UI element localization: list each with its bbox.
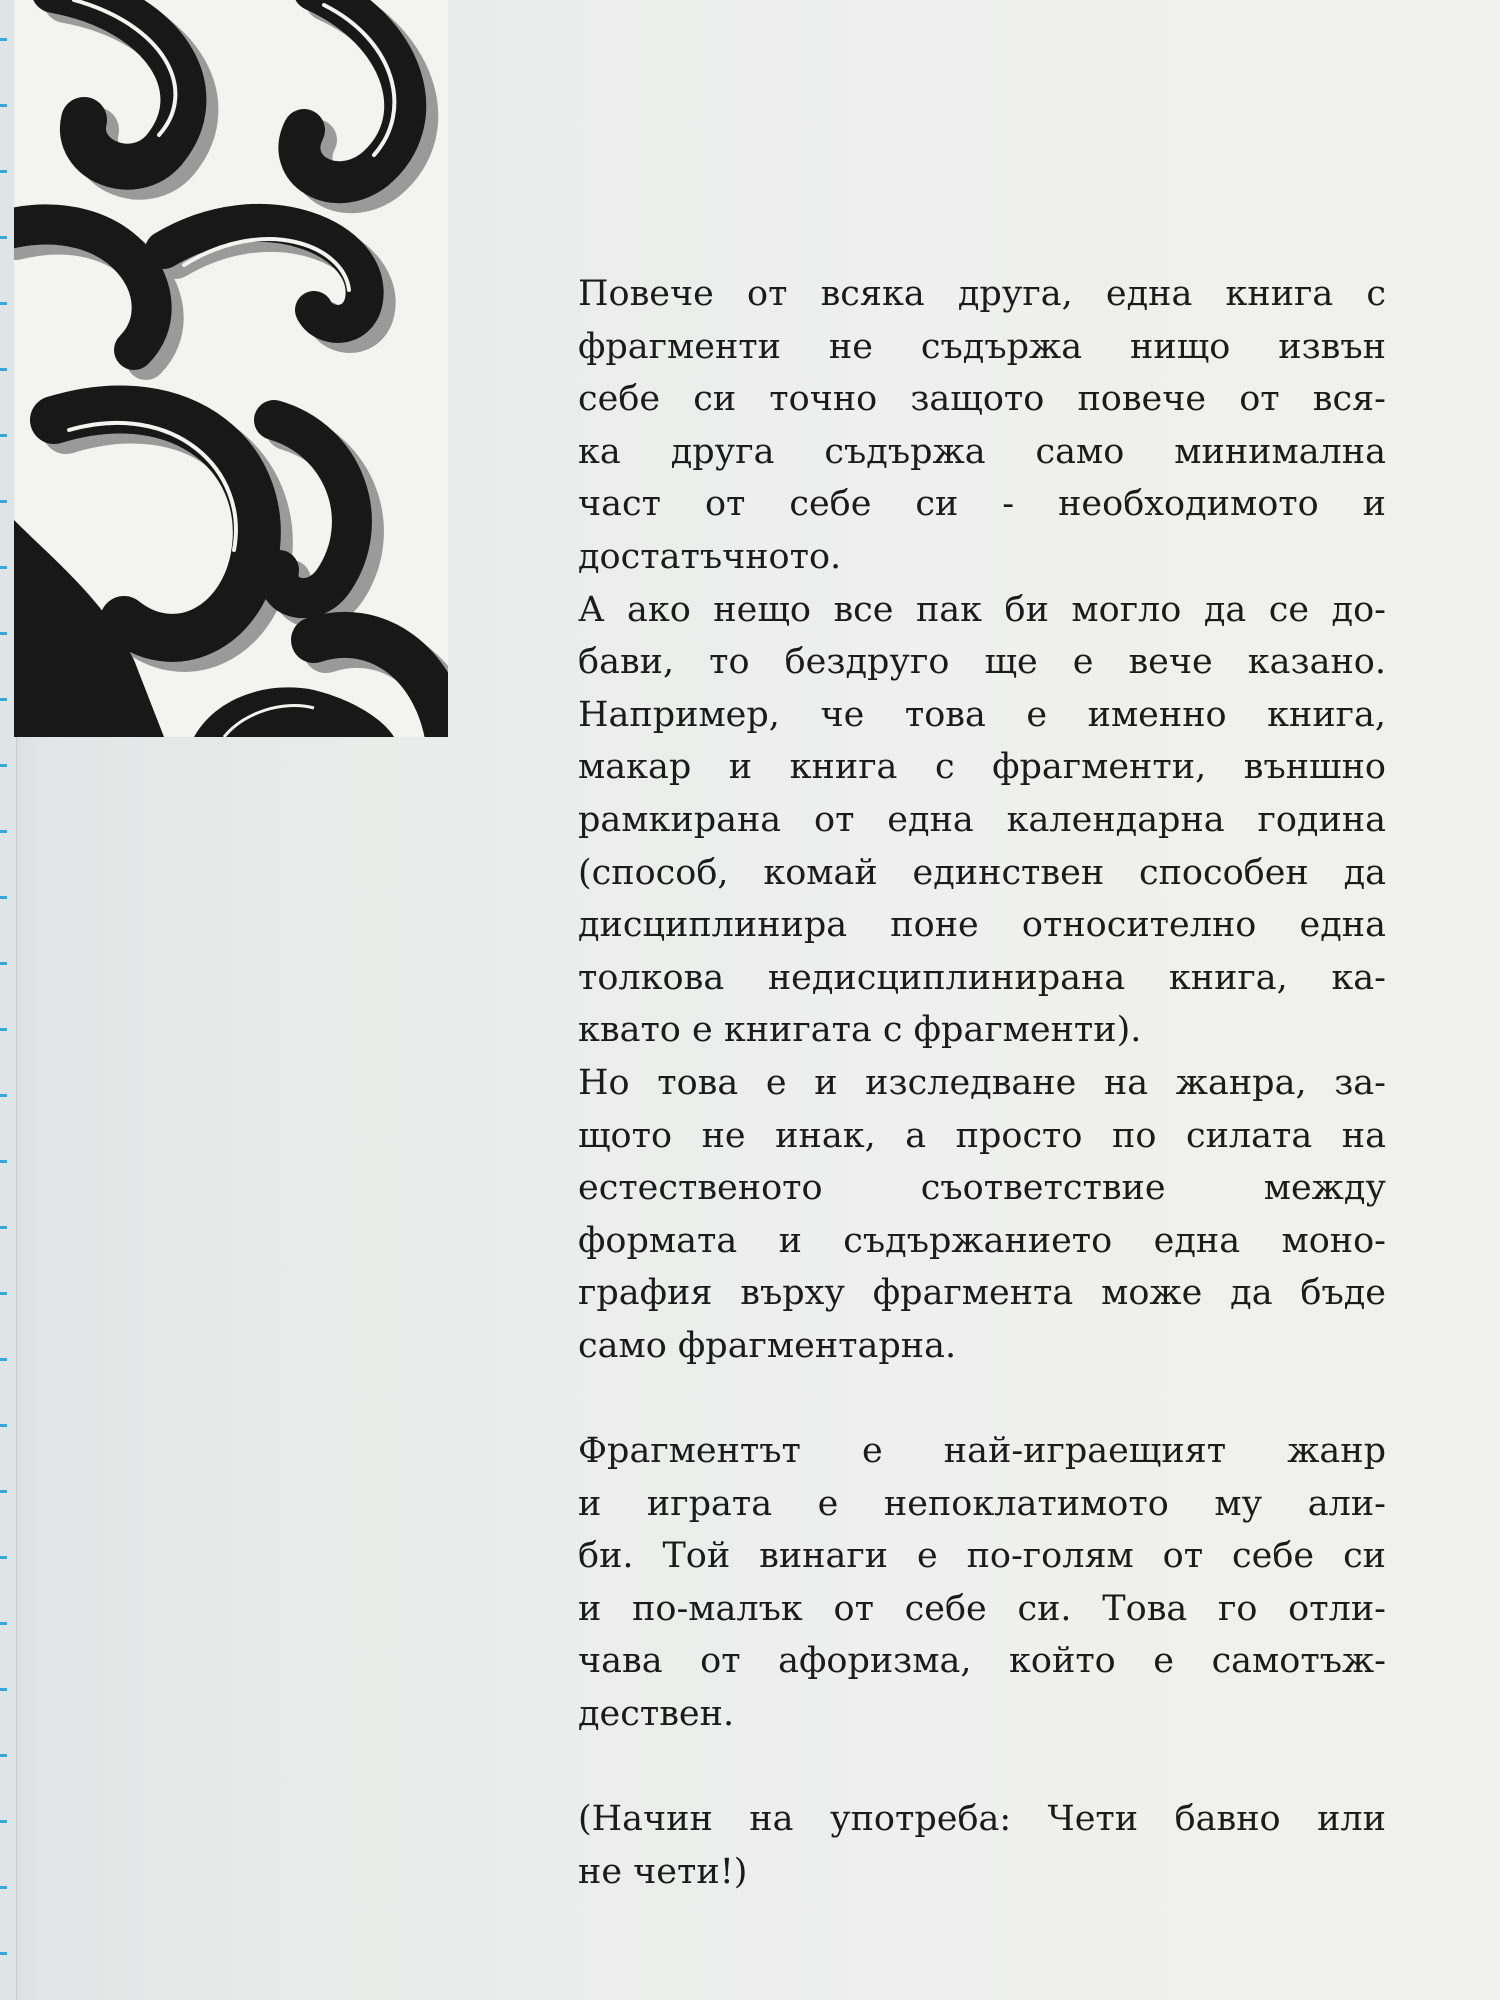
text-line: графия върху фрагмента може да бъде bbox=[578, 1273, 1386, 1314]
text-line: А ако нещо все пак би могло да се до- bbox=[578, 589, 1386, 630]
edge-tick bbox=[0, 962, 7, 965]
text-line: дествен. bbox=[578, 1694, 735, 1735]
edge-tick bbox=[0, 1820, 7, 1823]
paragraph bbox=[578, 1057, 1386, 1373]
paragraph bbox=[578, 1793, 1386, 1898]
text-line: макар и книга с фрагменти, външно bbox=[578, 747, 1386, 788]
text-line: достатъчното. bbox=[578, 536, 842, 577]
edge-tick bbox=[0, 434, 7, 437]
text-line: Повече от всяка друга, една книга с bbox=[578, 274, 1386, 314]
text-line: ка друга съдържа само минимална bbox=[578, 431, 1386, 472]
paragraph-gap bbox=[578, 1741, 1386, 1794]
text-line: Фрагментът е най-играещият жанр bbox=[578, 1431, 1386, 1472]
text-line: квато е книгата с фрагменти). bbox=[578, 1010, 1142, 1051]
edge-tick bbox=[0, 236, 7, 239]
edge-tick bbox=[0, 1226, 7, 1229]
text-line: Но това е и изследване на жанра, за- bbox=[578, 1062, 1386, 1103]
text-line: фрагменти не съдържа нищо извън bbox=[578, 326, 1386, 367]
edge-tick bbox=[0, 1292, 7, 1295]
paragraph bbox=[578, 1425, 1386, 1741]
text-line: дисциплинира поне относително една bbox=[578, 905, 1386, 946]
text-line: само фрагментарна. bbox=[578, 1325, 957, 1366]
edge-tick bbox=[0, 1754, 7, 1757]
edge-tick bbox=[0, 1028, 7, 1031]
edge-tick bbox=[0, 830, 7, 833]
text-line: би. Той винаги е по-голям от себе си bbox=[578, 1536, 1386, 1577]
edge-tick bbox=[0, 1556, 7, 1559]
text-line: част от себе си - необходимото и bbox=[578, 484, 1386, 525]
text-line: и по-малък от себе си. Това го отли- bbox=[578, 1588, 1386, 1629]
edge-tick bbox=[0, 1688, 7, 1691]
edge-tick bbox=[0, 1094, 7, 1097]
edge-tick bbox=[0, 698, 7, 701]
paragraph bbox=[578, 268, 1386, 584]
edge-tick bbox=[0, 368, 7, 371]
paragraph bbox=[578, 584, 1386, 1057]
text-line: (Начин на употреба: Чети бавно или bbox=[578, 1799, 1386, 1840]
edge-tick bbox=[0, 1160, 7, 1163]
text-line: щото не инак, а просто по силата на bbox=[578, 1115, 1386, 1156]
text-line: бави, то бездруго ще е вече казано. bbox=[578, 642, 1386, 683]
edge-tick bbox=[0, 1952, 7, 1955]
swirl-ornament-graphic bbox=[14, 0, 448, 737]
text-line: (способ, комай единствен способен да bbox=[578, 852, 1386, 893]
edge-tick bbox=[0, 1358, 7, 1361]
edge-tick bbox=[0, 1886, 7, 1889]
edge-tick bbox=[0, 632, 7, 635]
back-cover-text bbox=[578, 268, 1386, 1898]
edge-tick bbox=[0, 500, 7, 503]
edge-tick bbox=[0, 38, 7, 41]
text-line: естественото съответствие между bbox=[578, 1168, 1386, 1209]
text-line: рамкирана от една календарна година bbox=[578, 799, 1386, 840]
edge-tick bbox=[0, 1490, 7, 1493]
edge-tick bbox=[0, 896, 7, 899]
text-line: себе си точно защото повече от вся- bbox=[578, 379, 1386, 420]
text-line: толкова недисциплинирана книга, ка- bbox=[578, 957, 1386, 998]
edge-tick bbox=[0, 1622, 7, 1625]
edge-tick bbox=[0, 302, 7, 305]
edge-tick bbox=[0, 764, 7, 767]
text-line: Например, че това е именно книга, bbox=[578, 694, 1386, 735]
edge-tick bbox=[0, 170, 7, 173]
edge-tick bbox=[0, 566, 7, 569]
paragraph-gap bbox=[578, 1372, 1386, 1425]
text-line: чава от афоризма, който е самотъж- bbox=[578, 1641, 1386, 1682]
edge-tick bbox=[0, 104, 7, 107]
text-line: не чети!) bbox=[578, 1851, 748, 1892]
edge-tick bbox=[0, 1424, 7, 1427]
text-line: формата и съдържанието една моно- bbox=[578, 1220, 1386, 1261]
text-line: и играта е непоклатимото му али- bbox=[578, 1483, 1386, 1524]
